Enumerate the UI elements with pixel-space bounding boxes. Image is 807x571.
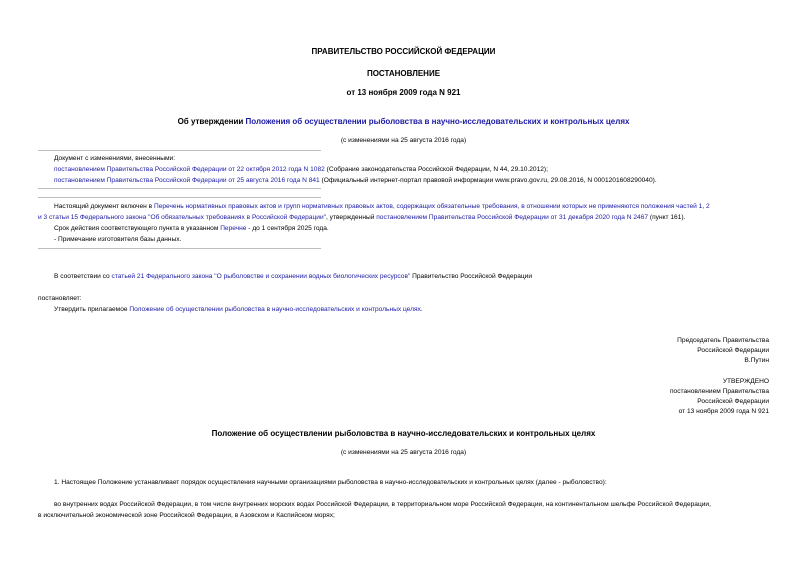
- law-article-21-link[interactable]: статьей 21 Федерального закона "О рыболовстве и сохранении водных биологических ресурсов": [111, 273, 411, 280]
- validity-text-b: - до 1 сентября 2025 года.: [246, 225, 329, 232]
- approve-paragraph: [54, 306, 423, 313]
- validity-text-a: Срок действия соответствующего пункта в указанном: [54, 225, 221, 232]
- government-heading: ПРАВИТЕЛЬСТВО РОССИЙСКОЙ ФЕДЕРАЦИИ: [311, 47, 496, 56]
- approve-text-b: .: [420, 306, 423, 313]
- changes-item-2-link[interactable]: постановлением Правительства Российской Федерации от 25 августа 2016 года N 841: [54, 177, 320, 184]
- inclusion-line-2: [38, 214, 685, 221]
- inclusion-text-b: , утвержденный: [326, 214, 377, 221]
- approved-date: от 13 ноября 2009 года N 921: [678, 408, 769, 415]
- perechen-link-cont[interactable]: и 3 статьи 15 Федерального закона "Об обязательных требованиях в Российской Федерации": [38, 214, 327, 221]
- inclusion-text-c: (пункт 161).: [648, 214, 686, 221]
- doc-date-number: от 13 ноября 2009 года N 921: [346, 88, 461, 97]
- approve-text-a: Утвердить прилагаемое: [54, 306, 130, 313]
- approved-org: Российской Федерации: [697, 398, 769, 405]
- regulation-changes-note: (с изменениями на 25 августа 2016 года): [340, 449, 467, 456]
- basis-text-b: Правительство Российской Федерации: [410, 273, 533, 280]
- doc-type-heading: ПОСТАНОВЛЕНИЕ: [366, 69, 441, 78]
- inclusion-text-a: Настоящий документ включен в: [54, 203, 154, 210]
- approved-label: УТВЕРЖДЕНО: [722, 378, 769, 385]
- signature-title: Председатель Правительства: [677, 337, 769, 344]
- regulation-paragraph-1: 1. Настоящее Положение устанавливает порядок осуществления научными организациями рыболовства в научно-исследовательских и контрольных целях (далее - рыболовство):: [54, 479, 607, 486]
- regulation-title: Положение об осуществлении рыболовства в научно-исследовательских и контрольных целях: [211, 429, 596, 438]
- changes-item-1: [54, 166, 548, 173]
- title-link[interactable]: Положения об осуществлении рыболовства в научно-исследовательских и контрольных целях: [245, 117, 630, 126]
- changes-item-2-text: (Официальный интернет-портал правовой информации www.pravo.gov.ru, 29.08.2016, N 0001201608290040).: [319, 177, 657, 184]
- validity-line: [54, 225, 329, 232]
- regulation-link[interactable]: Положение об осуществлении рыболовства в научно-исследовательских и контрольных целях: [129, 306, 421, 313]
- regulation-paragraph-2-cont: в исключительной экономической зоне Российской Федерации, в Азовском и Каспийском морях;: [38, 512, 335, 519]
- divider: [38, 248, 321, 249]
- document-title: [0, 117, 807, 126]
- resolution-2467-link[interactable]: постановлением Правительства Российской Федерации от 31 декабря 2020 года N 2467: [376, 214, 649, 221]
- changes-item-1-link[interactable]: постановлением Правительства Российской Федерации от 22 октября 2012 года N 1082: [54, 166, 325, 173]
- divider: [38, 188, 321, 189]
- changes-note: (с изменениями на 25 августа 2016 года): [340, 137, 467, 144]
- changes-item-1-text: (Собрание законодательства Российской Федерации, N 44, 29.10.2012);: [324, 166, 548, 173]
- perechen-short-link[interactable]: Перечне: [220, 225, 247, 232]
- changes-intro: Документ с изменениями, внесенными:: [54, 155, 176, 162]
- approved-by: постановлением Правительства: [669, 388, 769, 395]
- regulation-paragraph-2: во внутренних водах Российской Федерации, в том числе внутренних морских водах Российской Федерации, в территориальном море Российской Федерации, на континентальном шельфе Российской Федерации,: [54, 501, 711, 508]
- title-prefix: Об утверждении: [177, 117, 246, 126]
- changes-item-2: [54, 177, 657, 184]
- divider: [38, 197, 321, 198]
- divider: [38, 150, 321, 151]
- perechen-link[interactable]: Перечень нормативных правовых актов и групп нормативных правовых актов, содержащих обязательные требования, в отношении которых не применяются положения частей 1, 2: [153, 203, 710, 210]
- signature-name: В.Путин: [744, 357, 769, 364]
- resolves-text: постановляет:: [38, 295, 82, 302]
- basis-text-a: В соответствии со: [54, 273, 112, 280]
- db-maker-note: - Примечание изготовителя базы данных.: [54, 236, 182, 243]
- signature-org: Российской Федерации: [697, 347, 769, 354]
- inclusion-line-1: [54, 203, 710, 210]
- basis-paragraph: [54, 273, 532, 280]
